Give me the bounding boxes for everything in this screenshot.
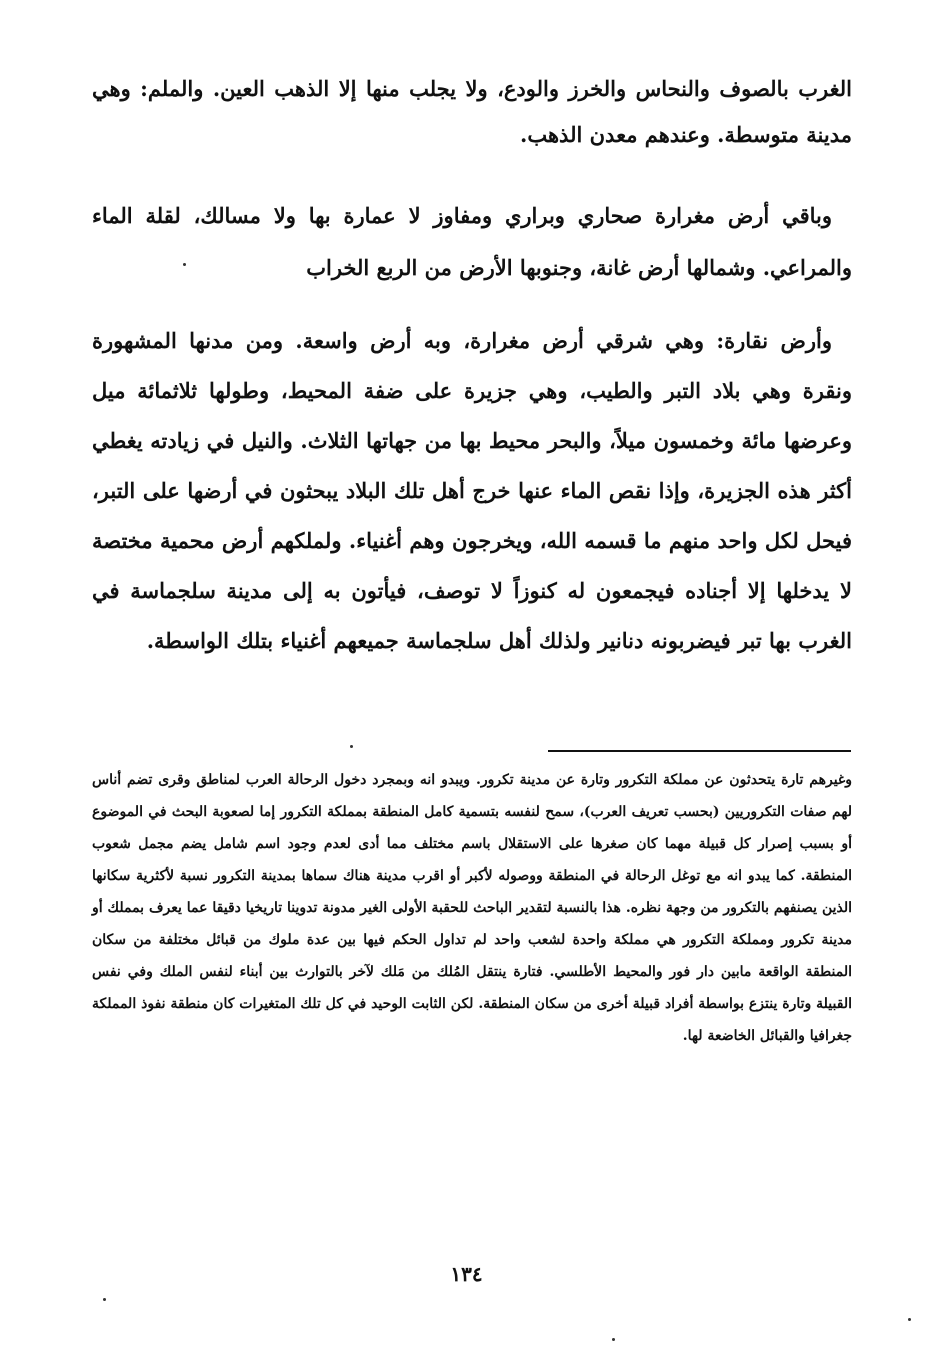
body-paragraph-3: وأرض نقارة: وهي شرقي أرض مغرارة، وبه أرض واسعة. ومن مدنها المشهورة ونقرة وهي بلاد التبر والطيب، وهي جزيرة على ضفة المحيط، وطولها ثلاثمائة ميل وعرضها مائة وخمسون ميلاً، والبحر محيط بها من جهاتها الثلاث. والنيل في زيادته يغطي أكثر هذه الجزيرة، وإذا نقص الماء عنها خرج أهل تلك البلاد يبحثون في أرضها على التبر، فيحل لكل واحد منهم ما قسمه الله، ويخرجون وهم أغنياء. ولملكهم أرض محمية مختصة لا يدخلها إلا أجناده فيجمعون له كنوزاً لا توصف، فيأتون به إلى مدينة سلجماسة في الغرب بها تبر فيضربونه دنانير ولذلك أهل سلجماسة جميعهم أغنياء بتلك الواسطة. — [92, 328, 852, 653]
scan-speck — [350, 745, 353, 748]
scan-speck — [103, 1298, 106, 1301]
footnote-text: وغيرهم تارة يتحدثون عن مملكة التكرور وتارة عن مدينة تكرور. ويبدو انه وبمجرد دخول الرحالة العرب لمناطق وقرى تضم أناس لهم صفات التكروريين (بحسب تعريف العرب)، سمح لنفسه بتسمية كامل المنطقة بمملكة التكرور إما لصعوبة البحث في الموضوع أو بسبب إصرار كل قبيلة مهما كان صغرها على الاستقلال باسم مختلف مما أدى لعدم وجود اسم شامل يضم مجمل شعوب المنطقة. كما يبدو انه مع توغل الرحالة في المنطقة ووصوله لأكبر أو اقرب مدينة هناك سماها بمدينة التكرور نسبة لأكثرية سكانها الذين يصنفهم بالتكرور من وجهة نظره. هذا بالنسبة لتقدير الباحث للحقبة الأولى الغير مدونة تدوينا تاريخيا دقيقا عما يعرف بمملك أو مدينة تكرور ومملكة التكرور هي مملكة واحدة لشعب واحد لم تداول الحكم فيها بين عدة ملوك من قبائل مختلفة من سكان المنطقة الواقعة مابين دار فور والمحيط الأطلسي. فتارة ينتقل المُلك من مَلك لآخر بالتوارث بين أبناء لنفس الملك وفي نفس القبيلة وتارة ينتزع بواسطة أفراد قبيلة أخرى من سكان المنطقة. لكن الثابت الوحيد في كل تلك المتغيرات كان منطقة نفوذ المملكة جغرافيا والقبائل الخاضعة لها. — [92, 772, 852, 1044]
body-paragraph-2: وباقي أرض مغرارة صحاري وبراري ومفاوز لا عمارة بها ولا مسالك، لقلة الماء والمراعي. وشمالها أرض غانة، وجنوبها الأرض من الربع الخراب — [92, 203, 852, 280]
page-number: ١٣٤ — [450, 1262, 483, 1286]
scan-speck — [183, 263, 186, 266]
scan-speck — [908, 1318, 911, 1321]
footnote-divider — [548, 750, 851, 752]
body-paragraph-1: الغرب بالصوف والنحاس والخرز والودع، ولا يجلب منها إلا الذهب العين. والملم: وهي مدينة متوسطة. وعندهم معدن الذهب. — [92, 76, 852, 147]
scan-speck — [612, 1338, 615, 1341]
